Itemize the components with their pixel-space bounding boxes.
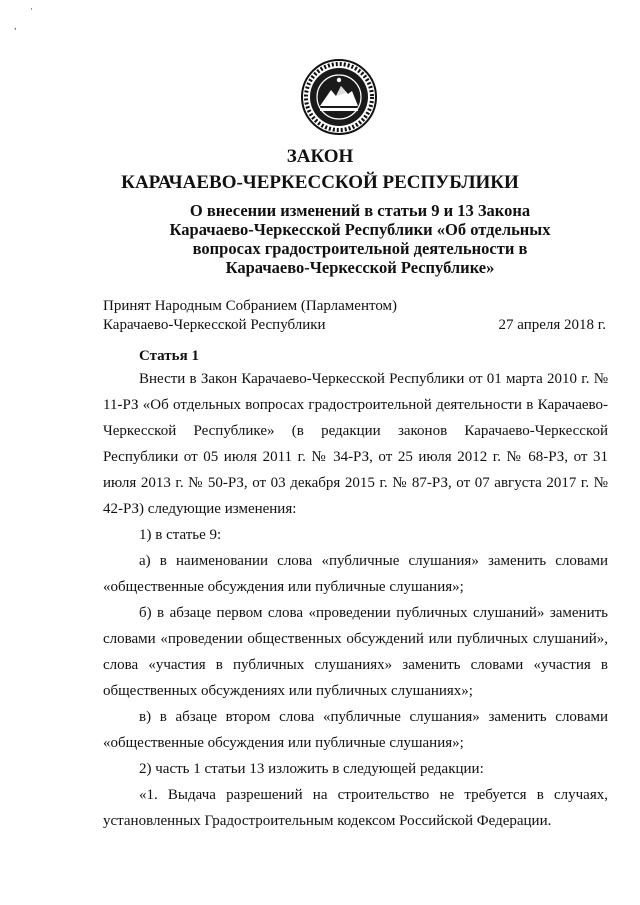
adoption-line: Карачаево-Черкесской Республики <box>103 317 326 333</box>
document-subtitle: О внесении изменений в статьи 9 и 13 Закона Карачаево-Черкесской Республики «Об отдельных вопросах градостроительной деятельности в Карачаево-Черкесской Республике» <box>169 201 551 277</box>
paragraph: в) в абзаце втором слова «публичные слушания» заменить словами «общественные обсуждения или публичные слушания»; <box>103 709 608 751</box>
paragraph: б) в абзаце первом слова «проведении публичных слушаний» заменить словами «проведении общественных обсуждений или публичных слушаний», слова «участия в публичных слушаниях» заменить словами «участия в общественных обсуждениях или публичных слушаниях»; <box>103 605 608 699</box>
paragraph: «1. Выдача разрешений на строительство не требуется в случаях, установленных Градостроительным кодексом Российской Федерации. <box>103 787 608 829</box>
document-title: ЗАКОН <box>286 146 354 167</box>
scan-mark: ʹ <box>14 28 17 38</box>
article-body <box>103 346 608 834</box>
coat-of-arms-icon <box>300 58 378 136</box>
paragraph: а) в наименовании слова «публичные слушания» заменить словами «общественные обсуждения или публичные слушания»; <box>103 553 608 595</box>
adoption-line: Принят Народным Собранием (Парламентом) <box>103 298 398 314</box>
document-issuer: КАРАЧАЕВО-ЧЕРКЕССКОЙ РЕСПУБЛИКИ <box>121 172 519 193</box>
paragraph: Внести в Закон Карачаево-Черкесской Республики от 01 марта 2010 г. № 11-РЗ «Об отдельных вопросах градостроительной деятельности в Карачаево-Черкесской Республике» (в редакции законов Карачаево-Черкесской Республики от 05 июля 2011 г. № 34-РЗ, от 25 июля 2012 г. № 68-РЗ, от 31 июля 2013 г. № 50-РЗ, от 03 декабря 2015 г. № 87-РЗ, от 07 августа 2017 г. № 42-РЗ) следующие изменения: <box>103 371 608 517</box>
article-heading: Статья 1 <box>139 348 199 364</box>
scan-mark: · <box>30 5 33 15</box>
paragraph: 2) часть 1 статьи 13 изложить в следующей редакции: <box>139 761 484 777</box>
adoption-block <box>103 297 397 335</box>
paragraph: 1) в статье 9: <box>139 527 222 543</box>
adoption-date: 27 апреля 2018 г. <box>498 317 606 333</box>
